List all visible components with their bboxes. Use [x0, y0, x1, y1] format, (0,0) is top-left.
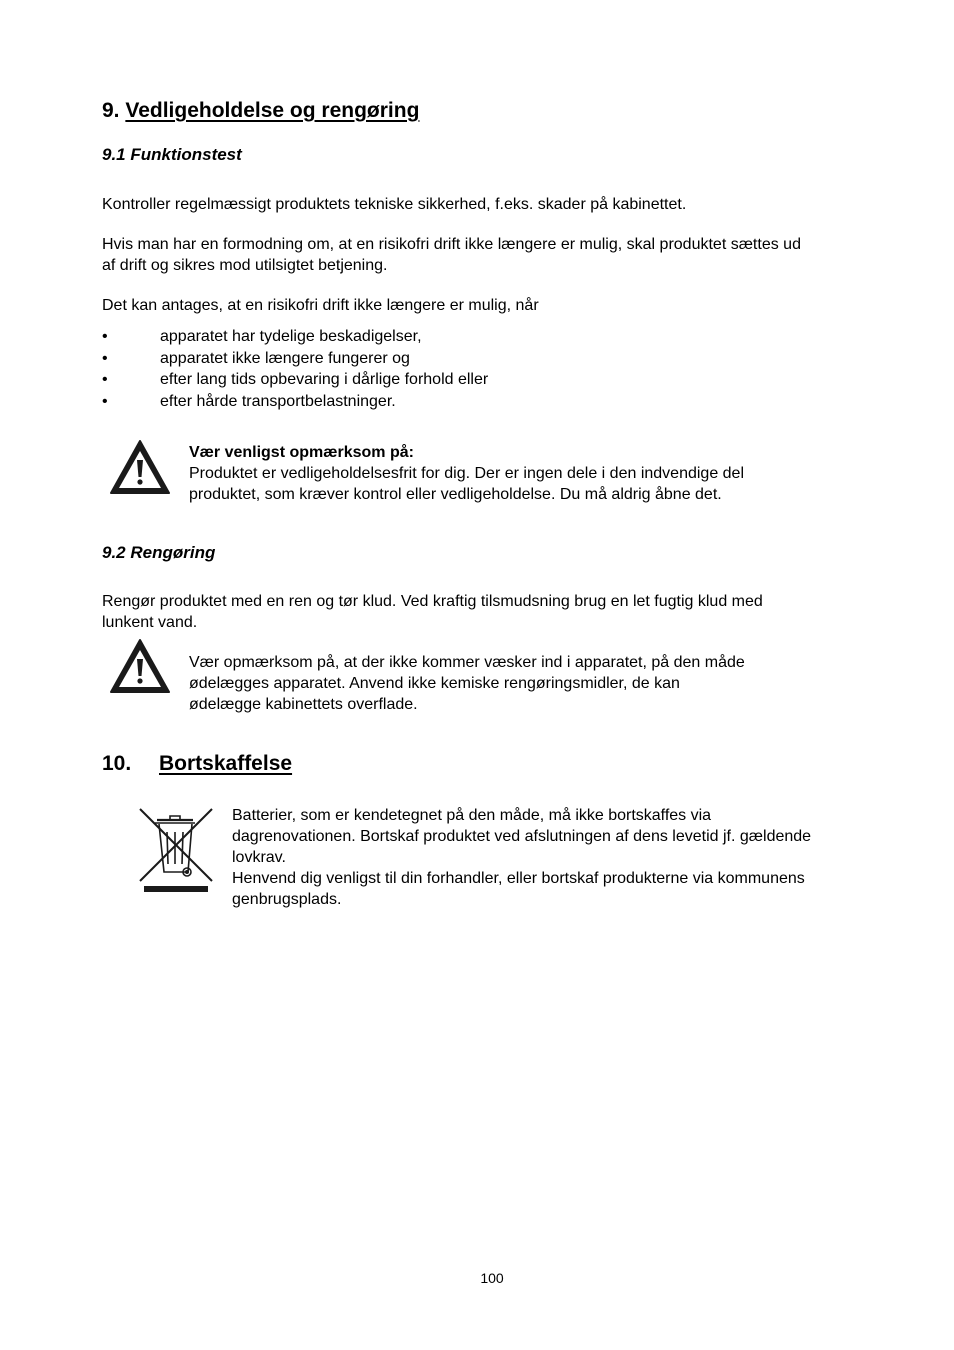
- list-item: • efter lang tids opbevaring i dårlige forhold eller: [102, 369, 488, 391]
- list-item: • efter hårde transportbelastninger.: [102, 391, 488, 413]
- paragraph-line: Batterier, som er kendetegnet på den måde, må ikke bortskaffes via: [232, 807, 712, 824]
- section-10-number: 10.: [102, 752, 132, 775]
- section-10-heading: [102, 752, 292, 776]
- paragraph-line: genbrugsplads.: [232, 891, 342, 908]
- list-item: • apparatet ikke længere fungerer og: [102, 348, 488, 370]
- warning-triangle-icon: [109, 638, 171, 694]
- disposal-text: [232, 805, 811, 910]
- warning-maintenance-note: [189, 442, 744, 505]
- page-number: 100: [480, 1270, 504, 1286]
- paragraph-line: lovkrav.: [232, 849, 286, 866]
- section-9-heading: [102, 99, 419, 123]
- warning-triangle-icon: [109, 439, 171, 495]
- paragraph-suspicion: [102, 234, 801, 276]
- section-10-title: Bortskaffelse: [159, 752, 293, 775]
- paragraph-assumption: Det kan antages, at en risikofri drift ikke længere er mulig, når: [102, 297, 539, 314]
- paragraph-cleaning: [102, 591, 763, 633]
- subsection-9-2-title: 9.2 Rengøring: [102, 543, 216, 562]
- paragraph-line: Rengør produktet med en ren og tør klud. Ved kraftig tilsmudsning brug en let fugtig klud med: [102, 593, 763, 610]
- paragraph-line: Henvend dig venligst til din forhandler, eller bortskaf produkterne via kommunens: [232, 870, 805, 887]
- section-9-number: 9.: [102, 99, 120, 122]
- warning-line: ødelægge kabinettets overflade.: [189, 696, 418, 713]
- warning-liquids-note: [189, 652, 745, 715]
- paragraph-check-safety: Kontroller regelmæssigt produktets tekniske sikkerhed, f.eks. skader på kabinettet.: [102, 196, 687, 213]
- paragraph-line: lunkent vand.: [102, 614, 198, 631]
- warning-line: Vær opmærksom på, at der ikke kommer væsker ind i apparatet, på den måde: [189, 654, 745, 671]
- list-item: • apparatet har tydelige beskadigelser,: [102, 326, 488, 348]
- warning-line: produktet, som kræver kontrol eller vedligeholdelse. Du må aldrig åbne det.: [189, 486, 722, 503]
- paragraph-line: af drift og sikres mod utilsigtet betjening.: [102, 257, 388, 274]
- paragraph-line: dagrenovationen. Bortskaf produktet ved afslutningen af dens levetid jf. gældende: [232, 828, 812, 845]
- section-9-title: Vedligeholdelse og rengøring: [125, 99, 420, 122]
- warning-line: Produktet er vedligeholdelsesfrit for dig. Der er ingen dele i den indvendige del: [189, 465, 745, 482]
- warning-title: Vær venligst opmærksom på:: [189, 444, 414, 461]
- condition-list: [102, 326, 488, 412]
- paragraph-line: Hvis man har en formodning om, at en risikofri drift ikke længere er mulig, skal produktet sættes ud: [102, 236, 801, 253]
- subsection-9-1-title: 9.1 Funktionstest: [102, 145, 242, 164]
- warning-line: ødelægges apparatet. Anvend ikke kemiske rengøringsmidler, de kan: [189, 675, 680, 692]
- crossed-out-wheelie-bin-icon: [137, 806, 215, 894]
